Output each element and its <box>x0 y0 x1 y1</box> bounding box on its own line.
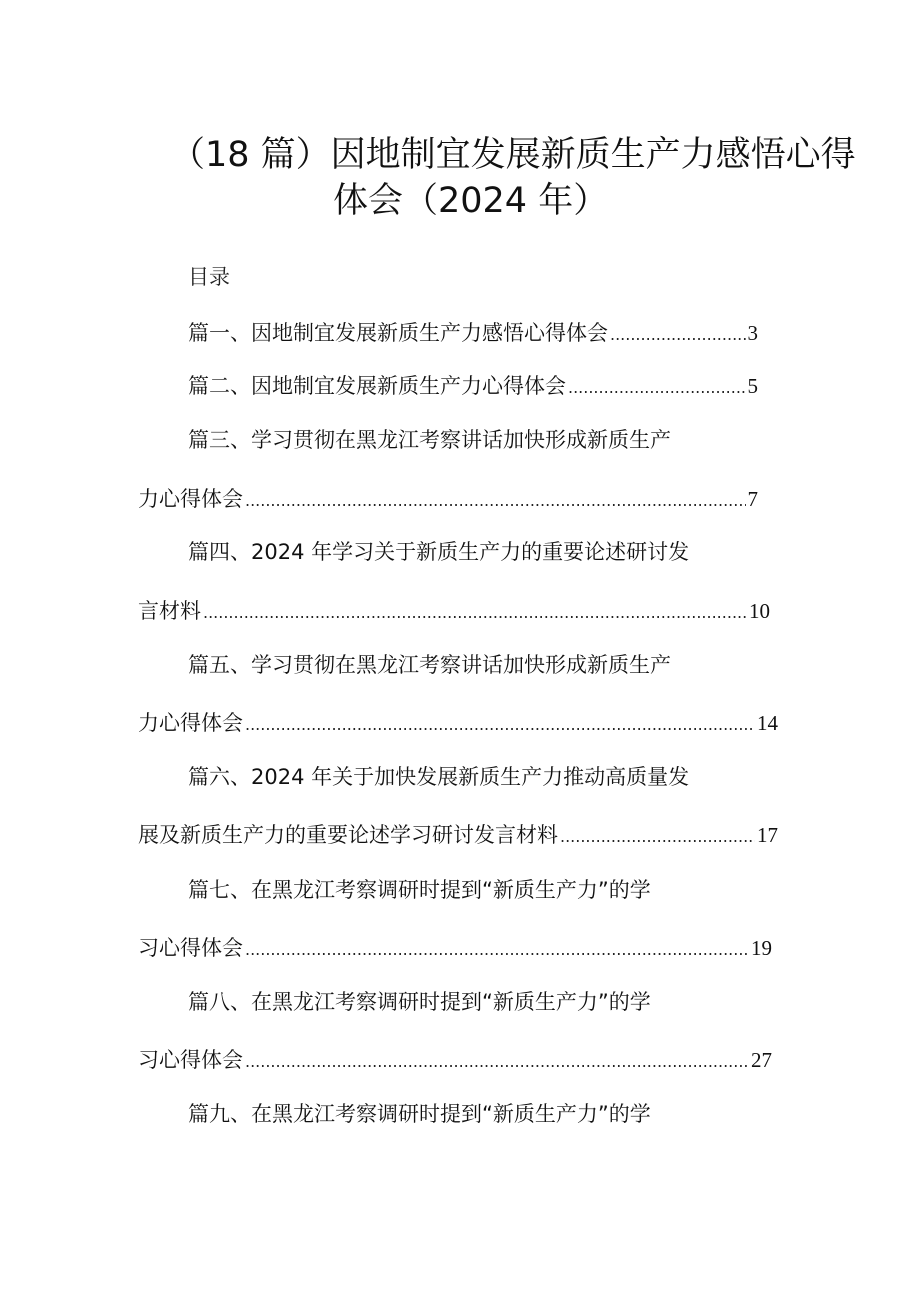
toc-entry-title: 习心得体会 <box>138 1048 243 1072</box>
toc-entry-4[interactable] <box>138 596 770 628</box>
toc-entry-6[interactable] <box>138 820 778 852</box>
toc-page-number: 14 <box>757 711 778 735</box>
toc-leader-dots <box>245 486 746 516</box>
toc-page-number: 3 <box>747 321 758 345</box>
toc-entry-9-line-1[interactable]: 篇九、在黑龙江考察调研时提到“新质生产力”的学 <box>188 1102 651 1126</box>
toc-leader-dots <box>245 710 755 740</box>
toc-entry-5[interactable] <box>138 708 778 740</box>
toc-page-number: 5 <box>747 374 758 398</box>
document-title <box>140 132 856 224</box>
toc-entry-8[interactable] <box>138 1045 772 1077</box>
toc-entry-7-line-1[interactable]: 篇七、在黑龙江考察调研时提到“新质生产力”的学 <box>188 878 651 902</box>
title-line-2: 体会（2024 年） <box>333 181 609 221</box>
toc-leader-dots <box>245 935 749 965</box>
toc-entry-title: 力心得体会 <box>138 487 243 511</box>
toc-page-number: 7 <box>747 487 758 511</box>
toc-entry-title: 篇二、因地制宜发展新质生产力心得体会 <box>188 374 566 398</box>
toc-leader-dots <box>245 1047 749 1077</box>
toc-entry-title: 篇一、因地制宜发展新质生产力感悟心得体会 <box>188 321 608 345</box>
toc-entry-3[interactable] <box>138 484 758 516</box>
toc-leader-dots <box>560 822 755 852</box>
toc-leader-dots <box>568 373 746 403</box>
toc-page-number: 17 <box>757 823 778 847</box>
toc-entry-7[interactable] <box>138 933 772 965</box>
toc-entry-title: 展及新质生产力的重要论述学习研讨发言材料 <box>138 823 558 847</box>
toc-heading: 目录 <box>188 265 230 289</box>
toc-entry-3-line-1[interactable]: 篇三、学习贯彻在黑龙江考察讲话加快形成新质生产 <box>188 428 671 452</box>
toc-page-number: 27 <box>751 1048 772 1072</box>
toc-page-number: 10 <box>749 599 770 623</box>
toc-entry-title: 习心得体会 <box>138 936 243 960</box>
toc-page-number: 19 <box>751 936 772 960</box>
title-line-1: （18 篇）因地制宜发展新质生产力感悟心得 <box>170 135 856 175</box>
toc-entry-8-line-1[interactable]: 篇八、在黑龙江考察调研时提到“新质生产力”的学 <box>188 990 651 1014</box>
toc-entry-title: 力心得体会 <box>138 711 243 735</box>
toc-entry-1[interactable] <box>188 318 758 350</box>
toc-leader-dots <box>203 598 747 628</box>
toc-entry-2[interactable] <box>188 371 758 403</box>
toc-leader-dots <box>610 320 746 350</box>
toc-entry-4-line-1[interactable]: 篇四、2024 年学习关于新质生产力的重要论述研讨发 <box>188 540 690 564</box>
toc-entry-title: 言材料 <box>138 599 201 623</box>
toc-entry-5-line-1[interactable]: 篇五、学习贯彻在黑龙江考察讲话加快形成新质生产 <box>188 653 671 677</box>
toc-entry-6-line-1[interactable]: 篇六、2024 年关于加快发展新质生产力推动高质量发 <box>188 765 690 789</box>
